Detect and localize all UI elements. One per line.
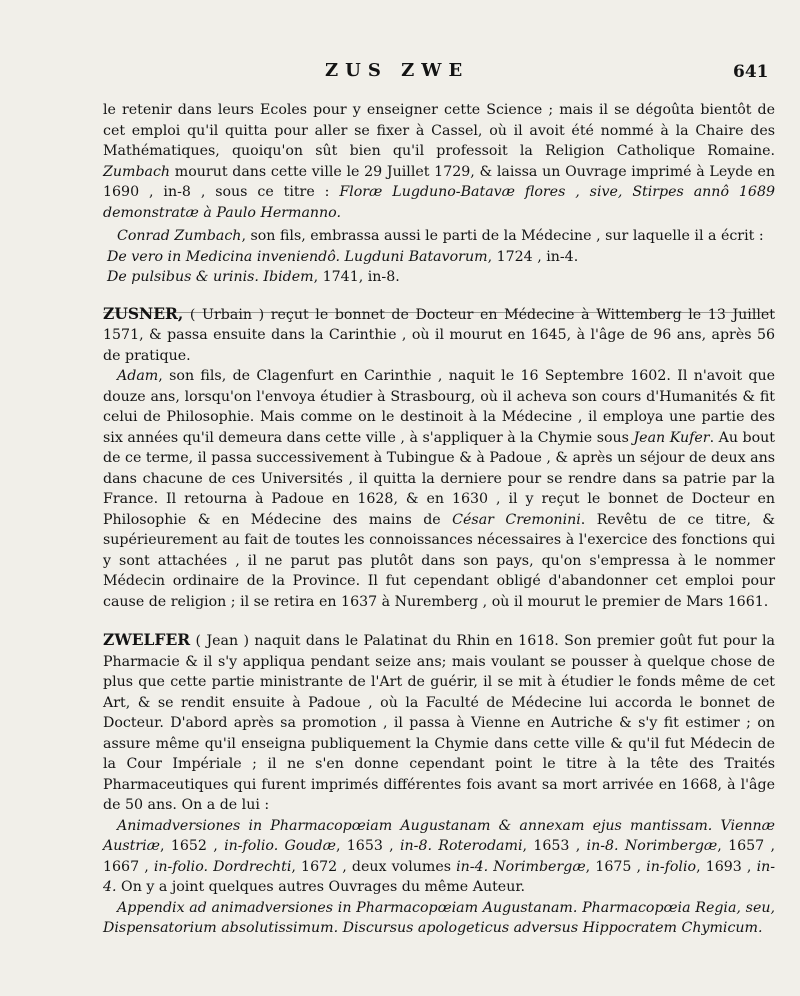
work-title: in-folio [646, 858, 697, 875]
entry-text: . Revêtu de ce titre, & supérieurement au fait de toutes les connoissances nécessaires à l'exercice des fonctions qui y sont attachées , il ne parut pas plutôt dans son pays, qu'on s'empressa à le nommer Médecin ordinaire de la Province. Il fut cependant obligé d'abandonner cet emploi pour cause de religion ; il se retira en 1637 à Nuremberg , où il mourut le premier de Mars 1661. [103, 511, 775, 610]
person-name: César Cremonini [452, 511, 581, 528]
work-title: in-4. Norimbergæ [456, 858, 586, 875]
person-name: Jean Kufer [633, 429, 710, 446]
work-title: De pulsibus & urinis. Ibidem [107, 269, 314, 285]
work-title: in-folio. Goudæ [224, 838, 336, 854]
entry-headword: ZWELFER [103, 630, 191, 649]
work-citation [103, 267, 775, 288]
dictionary-columns [103, 100, 775, 939]
work-imprint: , 1653 , [522, 838, 587, 854]
entry-headword: ZUSNER, [103, 303, 184, 323]
work-title: Floræ Lugduno-Batavæ flores , sive, Stirpes annô 1689 demonstratæ à Paulo Hermanno. [103, 184, 775, 221]
page-header [0, 58, 800, 88]
work-imprint: , 1653 , [335, 838, 400, 854]
person-name: Zumbach [103, 163, 171, 180]
page-number: 641 [733, 62, 769, 82]
work-imprint: , 1672 , deux volumes [291, 858, 457, 875]
work-imprint: , 1675 , [585, 858, 647, 875]
work-title: in-8. Roterodami [400, 838, 523, 854]
entry-text: mourut dans cette ville le 29 Juillet 1729, & laissa un Ouvrage imprimé à Leyde en 1690 , in-8 , sous ce titre : [103, 163, 775, 200]
zumbach-entry-continuation [103, 100, 775, 223]
work-imprint: , 1724 , in-4. [487, 248, 579, 265]
work-imprint: , 1652 , [160, 838, 225, 854]
work-citation [103, 247, 775, 268]
entry-text: ( Jean ) naquit dans le Palatinat du Rhin en 1618. Son premier goût fut pour la Pharmacie & il s'y appliqua pendant seize ans; mais voulant se pousser à quelque chose de plus que cette partie ministrante de l'Art de guérir, il se mit à étudier le fonds même de cet Art, & se rendit ensuite à Padoue , où la Faculté de Médecine lui accorda le bonnet de Docteur. D'abord après sa promotion , il passa à Vienne en Autriche & s'y fit estimer ; on assure même qu'il enseigna publiquement la Chymie dans cette ville & qu'il fut Médecin de la Cour Impériale ; il ne s'en donne cependant point le titre à la tête des Traités Pharmaceutiques qui furent imprimés différentes fois avant sa mort arrivée en 1668, à l'âge de 50 ans. On a de lui : [103, 633, 775, 813]
entry-text: le retenir dans leurs Ecoles pour y enseigner cette Science ; mais il se dégoûta bientôt de cet emploi qu'il quitta pour aller se fixer à Cassel, où il avoit été nommé à la Chaire des Mathématiques, quoiqu'on sût bien qu'il professoit la Religion Catholique Romaine. [103, 102, 775, 159]
work-title: in-4. [103, 858, 776, 895]
work-title: in-8. Norimbergæ [586, 838, 718, 854]
work-title: De vero in Medicina inveniendô. Lugduni Batavorum [107, 248, 488, 265]
person-name: Adam [117, 368, 159, 384]
entry-text: On y a joint quelques autres Ouvrages du même Auteur. [116, 879, 526, 895]
work-title: Animadversiones in Pharmacopœiam Augustanam & annexam ejus mantissam. Viennæ Austriæ [103, 817, 775, 854]
work-title: in-folio. Dordrechti [153, 858, 292, 875]
work-citation [103, 898, 775, 939]
work-imprint: , 1741, in-8. [313, 269, 400, 285]
adam-zusner-paragraph [103, 366, 775, 612]
running-head: ZUS ZWE [325, 60, 470, 81]
entry-text: , son fils, embrassa aussi le parti de la Médecine , sur laquelle il a écrit : [241, 228, 764, 244]
work-title: Appendix ad animadversiones in Pharmacopœiam Augustanam. Pharmacopœia Regia, seu, Dispensatorium absolutissimum. Discursus apologeticus adversus Hippocratem Chymicum. [103, 899, 775, 936]
work-imprint: , 1657 , 1667 , [103, 838, 776, 875]
zwelfer-entry [103, 630, 775, 816]
work-imprint: , 1693 , [696, 858, 757, 875]
conrad-zumbach-paragraph [103, 226, 775, 247]
entry-text: ( Urbain ) reçut le bonnet de Docteur en Médecine à Wittemberg le 13 Juillet 1571, & passa ensuite dans la Carinthie , où il mourut en 1645, à l'âge de 96 ans, après 56 de pratique. [103, 306, 775, 364]
entry-text: . Au bout de ce terme, il passa successivement à Tubingue & à Padoue , & après un séjour de deux ans dans chacune de ces Universités , il quitta la derniere pour se rendre dans sa patrie par la France. Il retourna à Padoue en 1628, & en 1630 , il y reçut le bonnet de Docteur en Philosophie & en Médecine des mains de [103, 429, 776, 528]
entry-text: , son fils, de Clagenfurt en Carinthie , naquit le 16 Septembre 1602. Il n'avoit que douze ans, lorsqu'on l'envoya étudier à Strasbourg, où il acheva son cours d'Humanités & fit celui de Philosophie. Mais comme on le destinoit à la Médecine , il employa une partie des six années qu'il demeura dans cette ville , à s'appliquer à la Chymie sous [103, 368, 775, 446]
person-name: Conrad Zumbach [117, 228, 242, 244]
work-citation [103, 816, 775, 898]
zusner-entry [103, 304, 775, 367]
